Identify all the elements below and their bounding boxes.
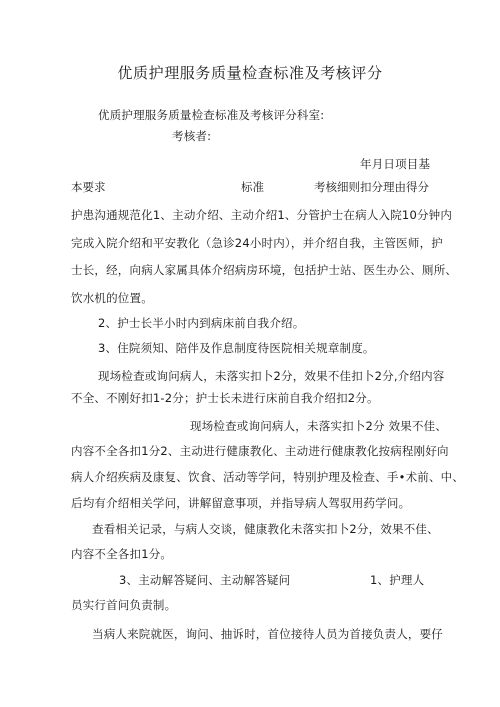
body-line: 现场检查或询问病人，未落实扣卜2分 效果不佳、 <box>190 419 448 433</box>
body-line: 2、护士长半小时内到病床前自我介绍。 <box>98 316 305 330</box>
header-col-rules: 考核细则扣分理由得分 <box>314 180 429 194</box>
header-col-standard: 标准 <box>241 180 264 194</box>
body-line: 饮水机的位置。 <box>71 291 153 305</box>
body-line: 完成入院介绍和平安教化（急诊24小时内），并介绍自我，主管医师，护 <box>71 236 443 250</box>
body-line: 1、护理人 <box>370 573 425 587</box>
body-line: 3、住院须知、陪伴及作息制度待医院相关规章制度。 <box>98 341 375 355</box>
body-line: 不全、不刚好扣1-2分；护士长未进行床前自我介绍扣2分。 <box>71 391 379 405</box>
body-line: 当病人来院就医，询问、抽诉时，首位接待人员为首接负责人，要仔 <box>92 627 443 641</box>
body-line: 3、主动解答疑问、主动解答疑问 <box>119 573 291 587</box>
body-line: 内容不全各扣1分2、主动进行健康教化、主动进行健康教化按病程刚好向 <box>71 444 449 458</box>
subtitle-line: 优质护理服务质量检查标准及考核评分科室: <box>98 108 325 122</box>
body-line: 查看相关记录，与病人交谈，健康教化未落实扣卜2分，效果不佳、 <box>92 522 439 536</box>
body-line: 员实行首问负责制。 <box>71 598 177 612</box>
document-title: 优质护理服务质量检查标准及考核评分 <box>117 64 383 82</box>
body-line: 内容不全各扣1分。 <box>71 547 173 561</box>
examiner-label: 考核者: <box>172 129 212 143</box>
date-line: 年月日项目基 <box>360 157 431 171</box>
body-line: 现场检查或询问病人，未落实扣卜2分，效果不佳扣卜2分,介绍内容 <box>98 369 445 383</box>
header-col-requirement: 本要求 <box>71 180 106 194</box>
body-line: 士长，经，向病人家属具体介绍病房环境，包括护士站、医生办公、厕所、 <box>71 263 458 277</box>
body-line: 后均有介绍相关学问，讲解留意事项，并指导病人驾驭用药学问。 <box>71 496 411 510</box>
body-line: 病人介绍疾病及康复、饮食、活动等学问，特别护理及检查、手•术前、中、 <box>71 470 465 484</box>
body-line: 护患沟通规范化1、主动介绍、主动介绍1、分管护士在病人入院10分钟内 <box>71 208 453 222</box>
